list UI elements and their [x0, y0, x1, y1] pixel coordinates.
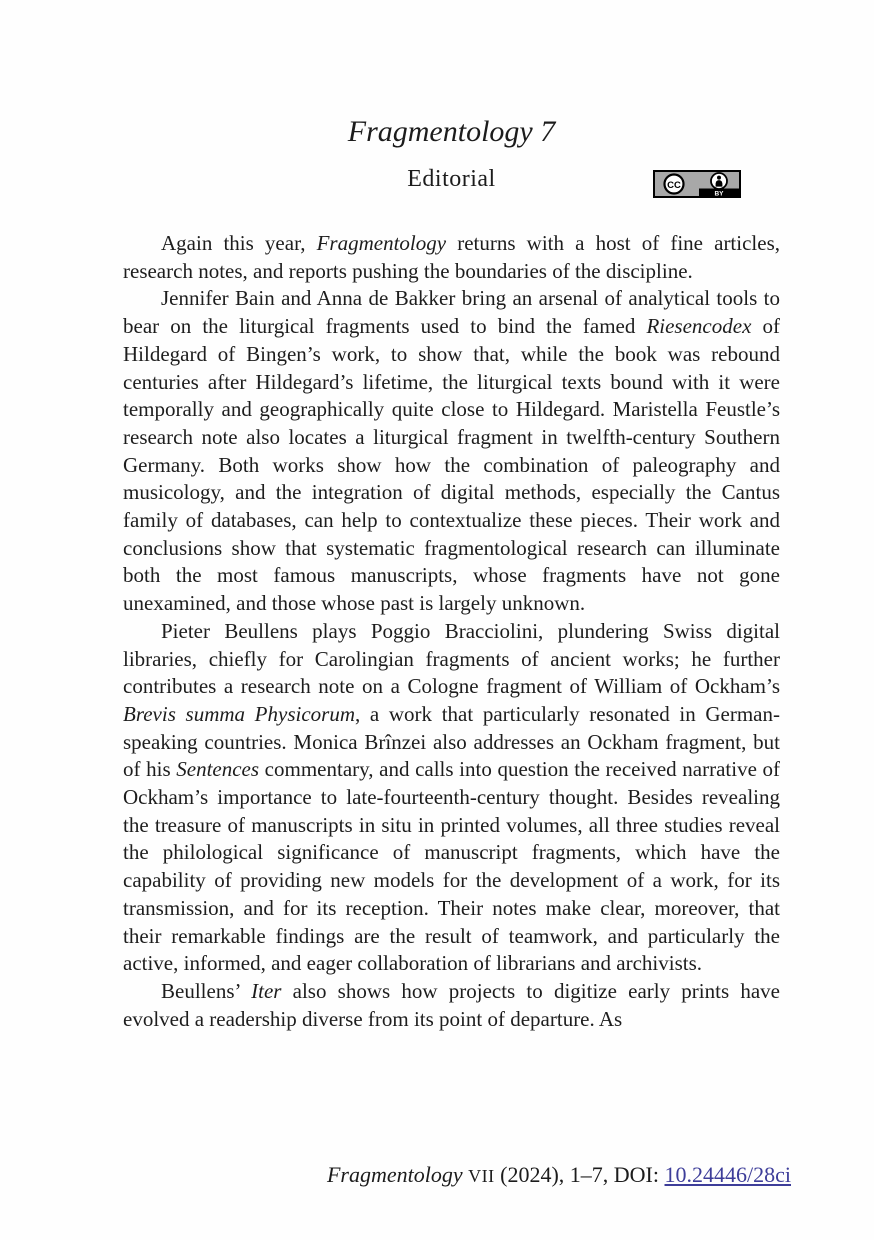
text-segment: , a work that particularly resonated in German-speaking countries. Monica Brînzei also addresses an Ockham fragment, but of his [123, 701, 781, 782]
text-segment: returns with a host of fine articles, research notes, and reports pushing the boundaries of the discipline. [123, 231, 781, 283]
work-title-italic: Iter [251, 978, 282, 1003]
text-segment: Jennifer Bain and Anna de Bakker bring an arsenal of analytical tools to bear on the liturgical fragments used to bind the famed [123, 286, 780, 339]
paragraph-3 [123, 618, 780, 978]
journal-name-italic: Fragmentology [316, 231, 447, 255]
footer-volume: VII [468, 1166, 495, 1186]
cc-label: CC [667, 179, 681, 191]
doi-link[interactable]: 10.24446/28ci [664, 1162, 791, 1187]
work-title-italic: Sentences [176, 757, 260, 782]
journal-title: Fragmentology 7 [347, 115, 556, 148]
work-title-italic: Riesencodex [646, 314, 752, 339]
text-segment: commentary, and calls into question the received narrative of Ockham’s importance to late-fourteenth-century thought. Besides revealing the treasure of manuscripts in situ in printed volumes, all three studies reveal the philological significance of manuscript fragments, which have the capability of providing new models for the development of a work, for its transmission, and for its reception. Their notes make clear, moreover, that their remarkable findings are the result of teamwork, and particularly the active, informed, and eager collaboration of librarians and archivists. [123, 757, 781, 976]
page-subtitle: Editorial [407, 166, 496, 192]
cc-by-license-badge[interactable] [653, 170, 741, 198]
paragraph-2 [123, 285, 780, 617]
paragraph-4 [123, 978, 780, 1033]
footer-citation-text: (2024), 1–7, DOI: [500, 1162, 665, 1187]
editorial-body [123, 230, 780, 1033]
footer-citation [123, 1160, 791, 1191]
cc-logo-icon [665, 175, 684, 194]
text-segment: Again this year, [161, 231, 317, 255]
by-label: BY [714, 190, 724, 198]
text-segment: of Hildegard of Bingen’s work, to show that, while the book was rebound centuries after Hildegard’s lifetime, the liturgical texts bound with it were temporally and geographically quite close to Hildegard. Maristella Feustle’s research note also locates a liturgical fragment in twelfth-century Southern Germany. Both works show how the combination of paleography and musicology, and the integration of digital methods, especially the Cantus family of databases, can help to contextualize these pieces. Their work and conclusions show that systematic fragmentological research can illuminate both the most famous manuscripts, whose fragments have not gone unexamined, and those whose past is largely unknown. [123, 314, 780, 616]
paragraph-1 [123, 230, 780, 285]
work-title-italic: Brevis summa Physicorum [123, 701, 355, 726]
footer-journal-name: Fragmentology [326, 1162, 463, 1187]
attribution-person-icon [711, 173, 727, 189]
text-segment: Pieter Beullens plays Poggio Bracciolini, plundering Swiss digital libraries, chiefly for Carolingian fragments of ancient works; he further contributes a research note on a Cologne fragment of William of Ockham’s [123, 618, 780, 699]
text-segment: also shows how projects to digitize early prints have evolved a readership diverse from its point of departure. As [123, 978, 780, 1031]
text-segment: Beullens’ [161, 978, 252, 1003]
